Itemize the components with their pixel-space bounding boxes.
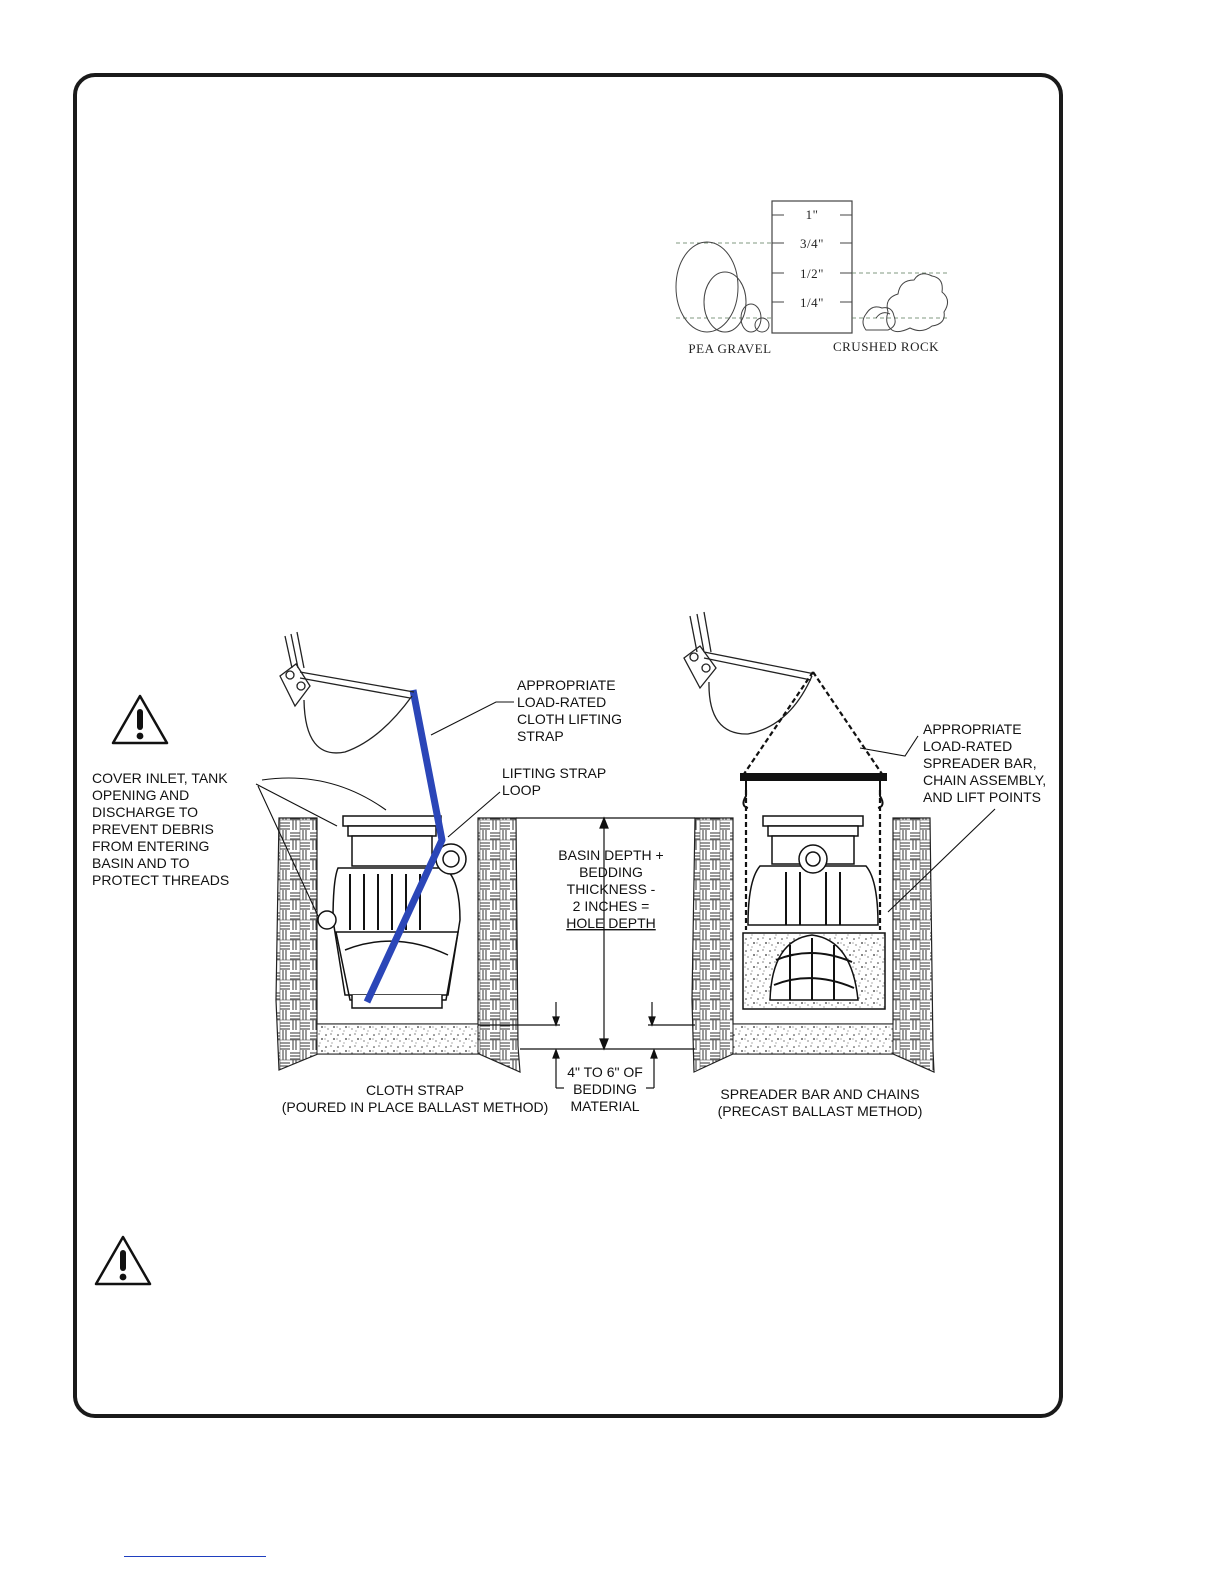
spreader-callout-line5: AND LIFT POINTS (923, 789, 1041, 805)
pea-gravel-label: PEA GRAVEL (688, 341, 772, 356)
cover-callout-line2: OPENING AND (92, 787, 190, 803)
warning-icon (113, 696, 167, 743)
depth-callout-line1: BASIN DEPTH + (558, 847, 664, 863)
cover-callout-line5: FROM ENTERING (92, 838, 210, 854)
cover-callout-line7: PROTECT THREADS (92, 872, 230, 888)
spreader-callout-line3: SPREADER BAR, (923, 755, 1037, 771)
cover-callout-line3: DISCHARGE TO (92, 804, 199, 820)
depth-callout-line2: BEDDING (579, 864, 643, 880)
depth-callout-line3: THICKNESS - (566, 881, 656, 897)
left-excavator-bucket (280, 632, 414, 753)
bedding-callout-line1: 4" TO 6" OF (567, 1064, 643, 1080)
spreader-callout-line4: CHAIN ASSEMBLY, (923, 772, 1047, 788)
cover-callout-line1: COVER INLET, TANK (92, 770, 228, 786)
cover-callout-line4: PREVENT DEBRIS (92, 821, 214, 837)
right-caption-line1: SPREADER BAR AND CHAINS (720, 1086, 920, 1102)
loop-callout-line1: LIFTING STRAP (502, 765, 607, 781)
warning-icon (96, 1237, 150, 1284)
strap-callout-line3: CLOTH LIFTING (517, 711, 623, 727)
depth-callout-line5: HOLE DEPTH (566, 915, 656, 931)
spreader-callout-line2: LOAD-RATED (923, 738, 1013, 754)
gravel-gauge (676, 201, 948, 356)
footer-link-underline[interactable] (124, 1556, 266, 1557)
spreader-bar (740, 773, 887, 781)
gauge-label-1in: 1" (805, 207, 819, 222)
left-basin (318, 816, 466, 1008)
gauge-label-3-4in: 3/4" (800, 236, 824, 251)
bedding-callout-line2: BEDDING (573, 1081, 637, 1097)
strap-callout-line4: STRAP (517, 728, 564, 744)
loop-callout-line2: LOOP (502, 782, 541, 798)
chain-hooks (743, 781, 882, 808)
gauge-label-1-2in: 1/2" (800, 266, 824, 281)
strap-callout-line1: APPROPRIATE (517, 677, 616, 693)
gauge-label-1-4in: 1/4" (800, 295, 824, 310)
pea-gravel-drawing (676, 242, 769, 332)
bedding-callout-line3: MATERIAL (570, 1098, 640, 1114)
right-caption-line2: (PRECAST BALLAST METHOD) (717, 1103, 923, 1119)
depth-callout-line4: 2 INCHES = (572, 898, 650, 914)
left-caption-line1: CLOTH STRAP (365, 1082, 465, 1098)
crushed-rock-label: CRUSHED ROCK (832, 339, 940, 354)
right-excavator-bucket (684, 612, 815, 734)
crushed-rock-drawing (863, 274, 948, 332)
strap-callout-line2: LOAD-RATED (517, 694, 607, 710)
cover-callout-line6: BASIN AND TO (92, 855, 190, 871)
left-caption-line2: (POURED IN PLACE BALLAST METHOD) (281, 1099, 549, 1115)
right-basin (743, 816, 885, 1009)
spreader-callout-line1: APPROPRIATE (923, 721, 1022, 737)
